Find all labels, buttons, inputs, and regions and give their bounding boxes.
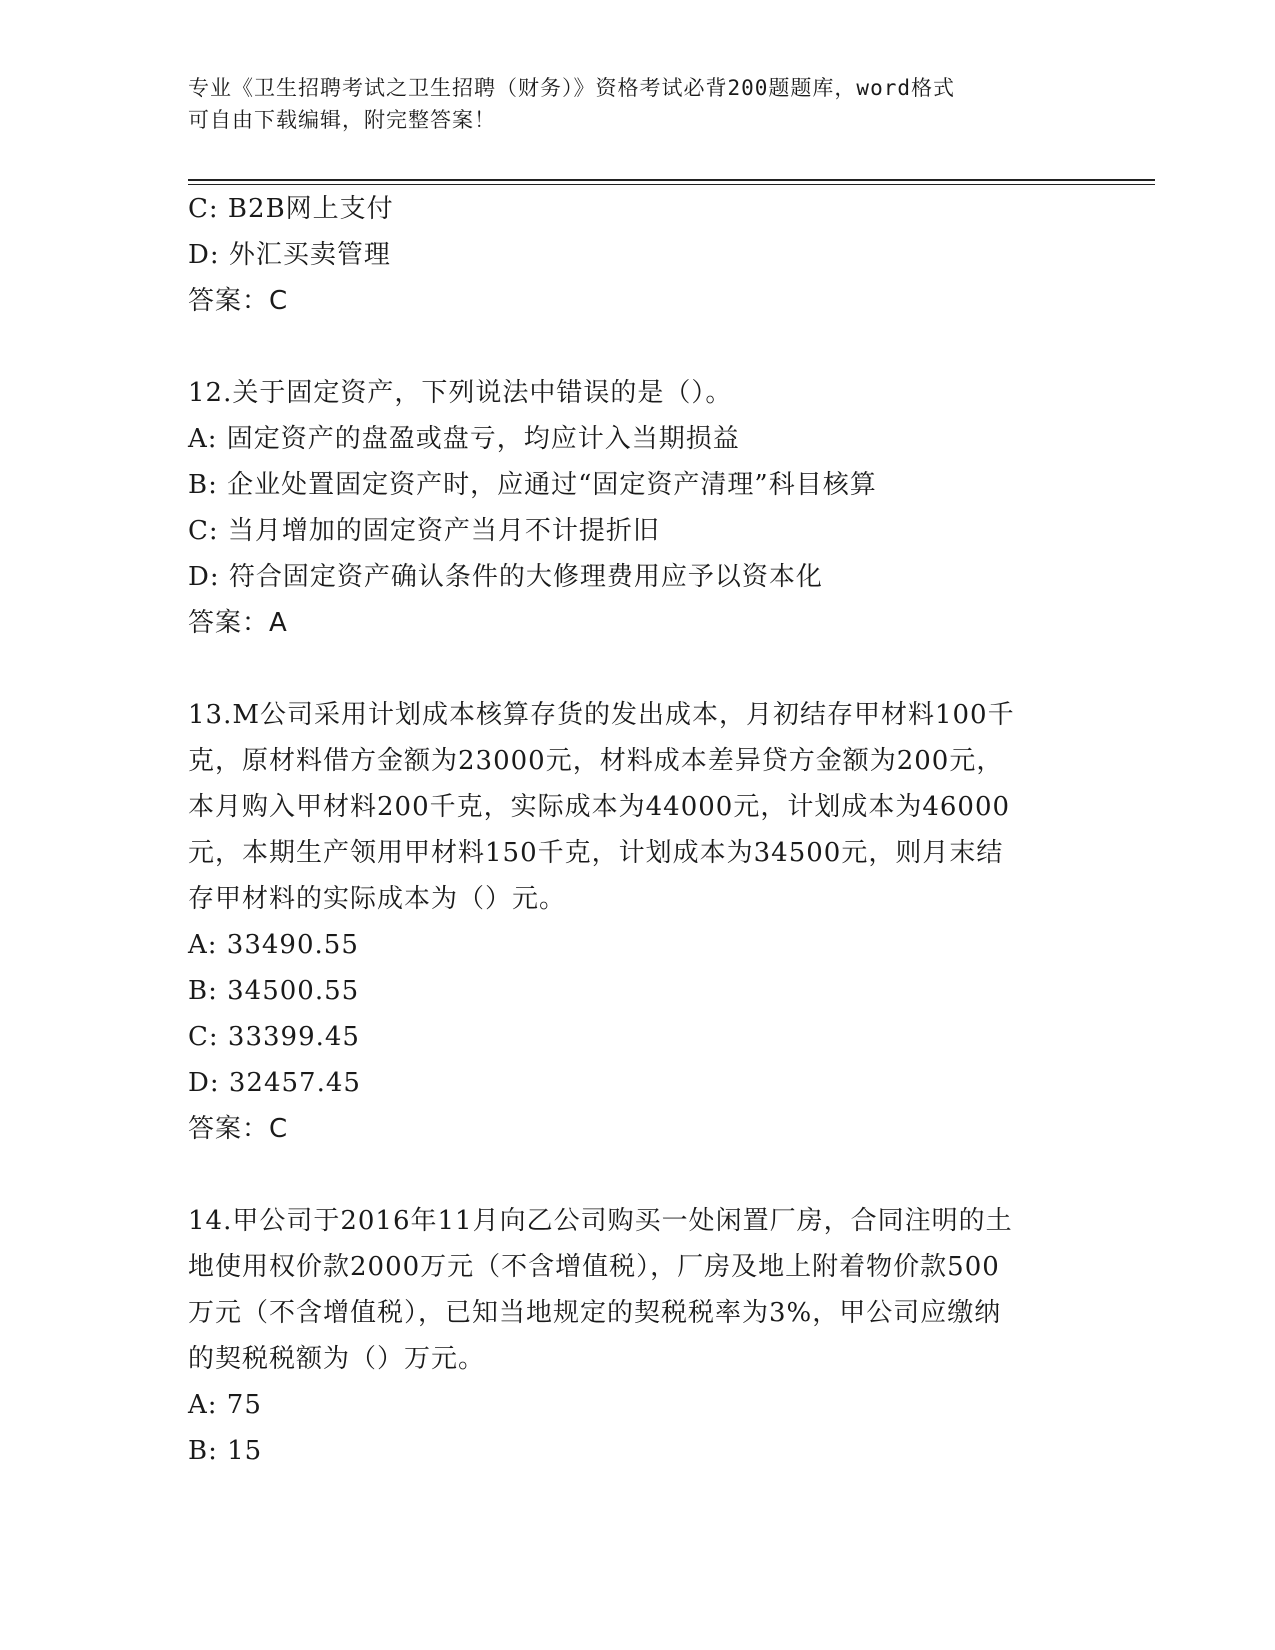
header-line-2: 可自由下载编辑，附完整答案！ bbox=[188, 108, 496, 132]
q14-stem-line: 万元（不含增值税），已知当地规定的契税税率为3%，甲公司应缴纳 bbox=[188, 1298, 1002, 1328]
q14-stem-line: 的契税税额为（）万元。 bbox=[188, 1344, 486, 1374]
spacer bbox=[188, 1152, 1088, 1198]
q13-stem-line: 克，原材料借方金额为23000元，材料成本差异贷方金额为200元， bbox=[188, 746, 1004, 776]
q11-option-d: D: 外汇买卖管理 bbox=[188, 240, 391, 270]
spacer bbox=[188, 646, 1088, 692]
q12-option-b: B: 企业处置固定资产时，应通过“固定资产清理”科目核算 bbox=[188, 470, 877, 500]
q13-stem-line: 本月购入甲材料200千克，实际成本为44000元，计划成本为46000 bbox=[188, 792, 1011, 822]
question-11-tail bbox=[188, 186, 1088, 324]
q12-option-c: C: 当月增加的固定资产当月不计提折旧 bbox=[188, 516, 660, 546]
q13-stem-line: 13.M公司采用计划成本核算存货的发出成本，月初结存甲材料100千 bbox=[188, 700, 1015, 730]
q11-option-c: C: B2B网上支付 bbox=[188, 194, 394, 224]
q12-answer: 答案：A bbox=[188, 608, 288, 638]
q12-option-d: D: 符合固定资产确认条件的大修理费用应予以资本化 bbox=[188, 562, 823, 592]
q13-answer: 答案：C bbox=[188, 1114, 289, 1144]
document-header bbox=[188, 72, 1088, 136]
question-12 bbox=[188, 370, 1088, 646]
q14-option-b: B: 15 bbox=[188, 1436, 263, 1466]
q13-option-d: D: 32457.45 bbox=[188, 1068, 361, 1098]
q14-option-a: A: 75 bbox=[188, 1390, 262, 1420]
q13-stem-line: 元，本期生产领用甲材料150千克，计划成本为34500元，则月末结 bbox=[188, 838, 1004, 868]
q13-option-a: A: 33490.55 bbox=[188, 930, 359, 960]
spacer bbox=[188, 324, 1088, 370]
question-14 bbox=[188, 1198, 1088, 1474]
header-divider-thick bbox=[188, 179, 1155, 181]
q13-option-b: B: 34500.55 bbox=[188, 976, 360, 1006]
q14-stem-line: 14.甲公司于2016年11月向乙公司购买一处闲置厂房，合同注明的土 bbox=[188, 1206, 1013, 1236]
q12-stem: 12.关于固定资产，下列说法中错误的是（）。 bbox=[188, 378, 733, 408]
q11-answer: 答案：C bbox=[188, 286, 289, 316]
q12-option-a: A: 固定资产的盘盈或盘亏，均应计入当期损益 bbox=[188, 424, 740, 454]
question-13 bbox=[188, 692, 1088, 1152]
q14-stem-line: 地使用权价款2000万元（不含增值税），厂房及地上附着物价款500 bbox=[188, 1252, 1000, 1282]
q13-option-c: C: 33399.45 bbox=[188, 1022, 360, 1052]
header-line-1: 专业《卫生招聘考试之卫生招聘（财务）》资格考试必背200题题库，word格式 bbox=[188, 76, 955, 100]
header-divider-thin bbox=[188, 184, 1155, 185]
question-content bbox=[188, 186, 1088, 1474]
q13-stem-line: 存甲材料的实际成本为（）元。 bbox=[188, 884, 567, 914]
